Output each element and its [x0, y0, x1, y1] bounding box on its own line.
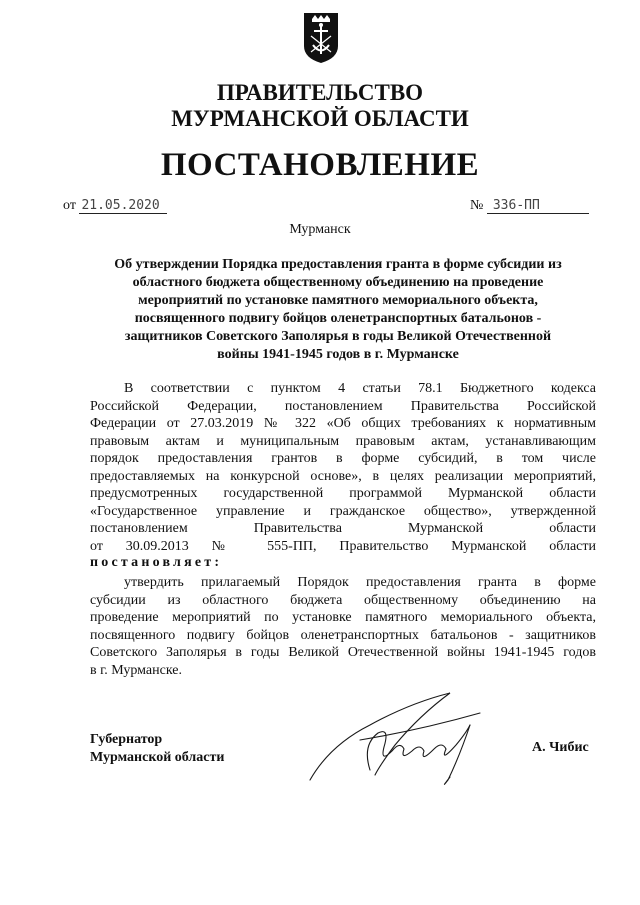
subject-line: Об утверждении Порядка предоставления гранта в форме субсидии из: [114, 257, 562, 272]
paragraph-line: утвердить прилагаемый Порядок предоставления гранта в форме: [124, 575, 596, 590]
number-value: 336-ПП: [487, 198, 589, 214]
subject-line: посвященного подвигу бойцов оленетранспортных батальонов -: [134, 311, 542, 326]
subject-line: областного бюджета общественному объединению на проведение: [132, 275, 544, 290]
government-title-line2: МУРМАНСКОЙ ОБЛАСТИ: [171, 106, 469, 131]
signatory-title-line1: Губернатор: [90, 732, 163, 747]
paragraph-line: Советского Заполярья в годы Великой Отечественной войны 1941-1945 годов: [90, 645, 596, 660]
number-prefix: №: [470, 198, 484, 213]
document-type-title: ПОСТАНОВЛЕНИЕ: [160, 147, 480, 183]
paragraph-line: предусмотренных государственной программой Мурманской области: [90, 486, 596, 501]
paragraph-line: правовым актам и муниципальным правовым актам, устанавливающим: [90, 433, 596, 449]
subject-line: войны 1941-1945 годов в г. Мурманске: [217, 347, 459, 362]
paragraph-line: предоставляемых на конкурсной основе», в целях реализации мероприятий,: [90, 468, 596, 484]
paragraph-line: Федерации от 27.03.2019 № 322 «Об общих требованиях к нормативным: [90, 416, 596, 431]
paragraph-line: «Государственное управление и гражданское общество», утвержденной: [90, 503, 596, 519]
preamble-paragraph: [90, 380, 596, 555]
date-value: 21.05.2020: [79, 198, 167, 214]
paragraph-line: посвященного подвигу бойцов оленетранспортных батальонов - защитников: [90, 627, 596, 643]
paragraph-line: проведение мероприятий по установке памятного мемориального объекта,: [90, 610, 596, 625]
paragraph-line: Российской Федерации, постановлением Правительства Российской: [90, 398, 596, 414]
date-prefix: от: [63, 198, 76, 213]
paragraph-line: В соответствии с пунктом 4 статьи 78.1 Бюджетного кодекса: [124, 381, 596, 396]
signatory-title: [90, 731, 224, 767]
document-date: [63, 198, 167, 214]
document-number: [470, 198, 589, 214]
coat-of-arms-icon: [303, 12, 339, 64]
handwritten-signature: [300, 685, 510, 790]
document-subject: [90, 256, 586, 364]
resolution-paragraph: [90, 574, 596, 679]
paragraph-line: субсидии из областного бюджета общественному объединению на: [90, 592, 596, 608]
decree-word: постановляет:: [90, 555, 223, 570]
paragraph-line: порядок предоставления грантов в форме субсидий, в том числе: [90, 451, 596, 466]
paragraph-line: постановлением Правительства Мурманской области: [90, 521, 596, 536]
paragraph-line: в г. Мурманске.: [90, 662, 183, 678]
government-title: [0, 80, 640, 132]
signatory-name: А. Чибис: [532, 740, 589, 755]
subject-line: защитников Советского Заполярья в годы Великой Отечественной: [124, 329, 552, 344]
signatory-title-line2: Мурманской области: [90, 750, 225, 765]
paragraph-line: от 30.09.2013 № 555-ПП, Правительство Мурманской области: [90, 538, 596, 554]
subject-line: мероприятий по установке памятного мемориального объекта,: [138, 293, 538, 308]
government-title-line1: ПРАВИТЕЛЬСТВО: [216, 80, 424, 105]
city: Мурманск: [289, 222, 351, 237]
